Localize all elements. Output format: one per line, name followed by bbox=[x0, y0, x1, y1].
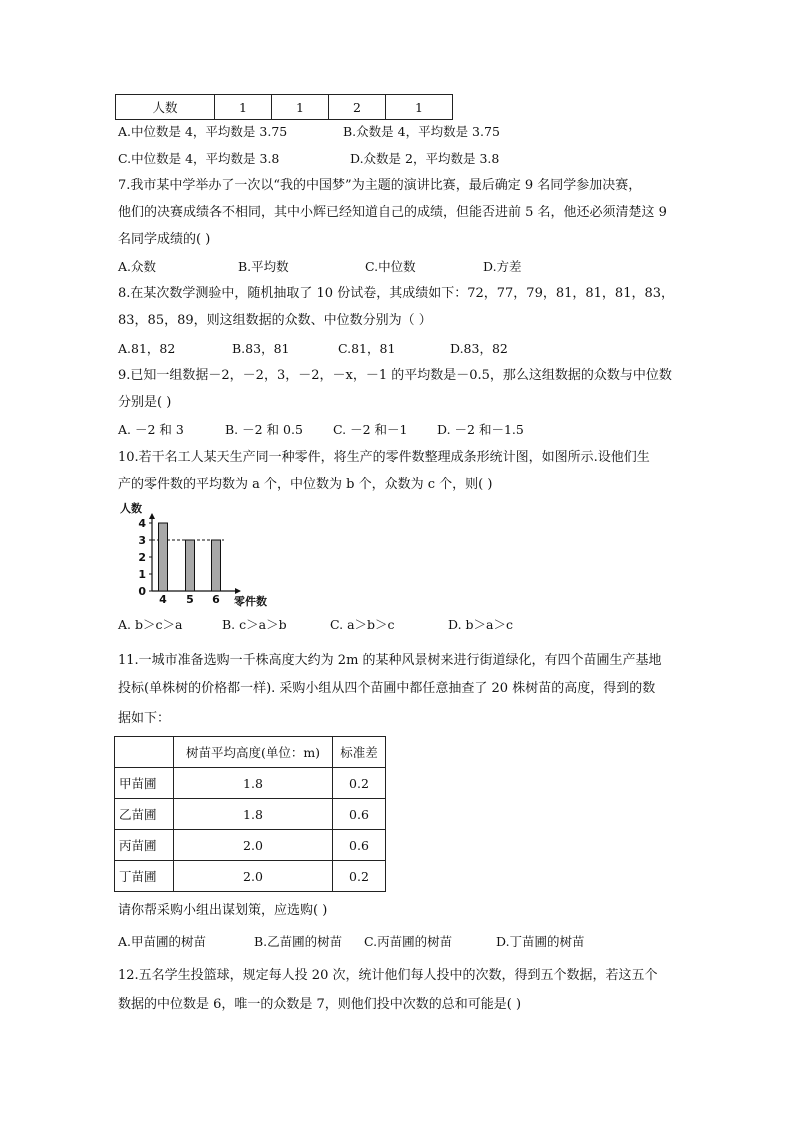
table-cell: 乙苗圃 bbox=[115, 799, 174, 830]
table-cell: 1.8 bbox=[174, 799, 333, 830]
q7-stem-line: 名同学成绩的( ) bbox=[118, 232, 211, 247]
q10-stem-line: 产的零件数的平均数为 a 个，中位数为 b 个，众数为 c 个，则( ) bbox=[118, 477, 493, 492]
table-cell: 0.2 bbox=[333, 861, 386, 892]
table-row bbox=[116, 95, 453, 120]
q7-option-d: D.方差 bbox=[483, 259, 522, 274]
q8-stem-line: 83，85，89，则这组数据的众数、中位数分别为（ ） bbox=[118, 313, 432, 328]
q6-option-b: B.众数是 4，平均数是 3.75 bbox=[343, 124, 500, 139]
table-cell: 0.6 bbox=[333, 799, 386, 830]
q9-option-d: D. －2 和－1.5 bbox=[437, 422, 524, 437]
table-header-cell: 标准差 bbox=[333, 737, 386, 768]
q11-option-a: A.甲苗圃的树苗 bbox=[118, 934, 207, 949]
x-tick-label: 6 bbox=[212, 593, 220, 606]
q6-option-d: D.众数是 2，平均数是 3.8 bbox=[350, 151, 500, 166]
q8-option-a: A.81，82 bbox=[118, 341, 176, 356]
x-axis-label: 零件数 bbox=[234, 595, 267, 608]
table-cell: 丙苗圃 bbox=[115, 830, 174, 861]
q11-option-c: C.丙苗圃的树苗 bbox=[364, 934, 453, 949]
q11-stem-line: 请你帮采购小组出谋划策，应选购( ) bbox=[118, 903, 328, 918]
q10-option-d: D. b＞a＞c bbox=[448, 617, 513, 632]
x-tick-label: 5 bbox=[186, 593, 194, 606]
q9-stem-line: 9.已知一组数据－2，－2，3，－2，－x，－1 的平均数是－0.5，那么这组数据的众数与中位数 bbox=[118, 368, 672, 383]
y-tick-label: 4 bbox=[138, 517, 146, 530]
x-tick-label: 4 bbox=[159, 593, 167, 606]
table-row bbox=[115, 861, 386, 892]
q8-option-c: C.81，81 bbox=[338, 341, 396, 356]
q10-stem-line: 10.若干名工人某天生产同一种零件，将生产的零件数整理成条形统计图，如图所示.设他们生 bbox=[118, 450, 650, 465]
table-row bbox=[115, 768, 386, 799]
bar bbox=[186, 540, 195, 591]
table-cell: 0.6 bbox=[333, 830, 386, 861]
table-cell: 2.0 bbox=[174, 830, 333, 861]
q9-option-a: A. －2 和 3 bbox=[118, 422, 184, 437]
y-tick-label: 0 bbox=[138, 585, 146, 598]
table-cell: 1 bbox=[272, 95, 329, 120]
q7-option-a: A.众数 bbox=[118, 259, 157, 274]
q12-stem-line: 数据的中位数是 6，唯一的众数是 7，则他们投中次数的总和可能是( ) bbox=[118, 997, 522, 1012]
q11-option-d: D.丁苗圃的树苗 bbox=[496, 934, 585, 949]
q7-stem-line: 7.我市某中学举办了一次以“我的中国梦”为主题的演讲比赛，最后确定 9 名同学参加决赛， bbox=[118, 178, 642, 193]
bar bbox=[159, 523, 168, 591]
table-cell: 人数 bbox=[116, 95, 215, 120]
q11-stem-line: 据如下： bbox=[118, 711, 171, 726]
bar-chart bbox=[112, 500, 282, 610]
q8-stem-line: 8.在某次数学测验中，随机抽取了 10 份试卷，其成绩如下：72，77，79，81，81，81，83， bbox=[118, 286, 675, 301]
q9-option-c: C. －2 和－1 bbox=[333, 422, 408, 437]
q6-option-a: A.中位数是 4，平均数是 3.75 bbox=[118, 124, 288, 139]
table-cell: 0.2 bbox=[333, 768, 386, 799]
q12-stem-line: 12.五名学生投篮球，规定每人投 20 次，统计他们每人投中的次数，得到五个数据，若这五个 bbox=[118, 968, 658, 983]
y-tick-label: 2 bbox=[138, 551, 146, 564]
q9-option-b: B. －2 和 0.5 bbox=[225, 422, 303, 437]
table-row bbox=[115, 799, 386, 830]
x-axis-arrow bbox=[235, 588, 241, 594]
table-cell: 1 bbox=[386, 95, 453, 120]
q11-stem-line: 投标(单株树的价格都一样). 采购小组从四个苗圃中都任意抽查了 20 株树苗的高度，得到的数 bbox=[118, 681, 656, 696]
q7-option-c: C.中位数 bbox=[365, 259, 416, 274]
q10-option-b: B. c＞a＞b bbox=[222, 617, 287, 632]
bar bbox=[212, 540, 221, 591]
q11-option-b: B.乙苗圃的树苗 bbox=[254, 934, 343, 949]
y-axis-label: 人数 bbox=[120, 502, 142, 515]
q10-option-a: A. b＞c＞a bbox=[118, 617, 183, 632]
table-row bbox=[115, 830, 386, 861]
table-cell: 丁苗圃 bbox=[115, 861, 174, 892]
y-axis-arrow bbox=[149, 513, 155, 519]
y-tick-label: 3 bbox=[138, 534, 146, 547]
y-tick-label: 1 bbox=[138, 568, 146, 581]
table-cell: 1.8 bbox=[174, 768, 333, 799]
q8-option-d: D.83，82 bbox=[450, 341, 508, 356]
q11-stem-line: 11.一城市准备选购一千株高度大约为 2m 的某种风景树来进行街道绿化，有四个苗圃生产基地 bbox=[118, 653, 662, 668]
q7-option-b: B.平均数 bbox=[238, 259, 289, 274]
table-cell: 2 bbox=[329, 95, 386, 120]
q7-stem-line: 他们的决赛成绩各不相同，其中小辉已经知道自己的成绩，但能否进前 5 名，他还必须清楚这 9 bbox=[118, 205, 667, 220]
q9-stem-line: 分别是( ) bbox=[118, 395, 172, 410]
nursery-table bbox=[114, 736, 386, 892]
q8-option-b: B.83，81 bbox=[232, 341, 290, 356]
table-cell: 2.0 bbox=[174, 861, 333, 892]
q10-option-c: C. a＞b＞c bbox=[330, 617, 395, 632]
table-cell: 甲苗圃 bbox=[115, 768, 174, 799]
table-header-cell bbox=[115, 737, 174, 768]
table-header-cell: 树苗平均高度(单位：m) bbox=[174, 737, 333, 768]
table-header-row bbox=[115, 737, 386, 768]
table-cell: 1 bbox=[215, 95, 272, 120]
frequency-table bbox=[115, 94, 453, 120]
q6-option-c: C.中位数是 4，平均数是 3.8 bbox=[118, 151, 280, 166]
